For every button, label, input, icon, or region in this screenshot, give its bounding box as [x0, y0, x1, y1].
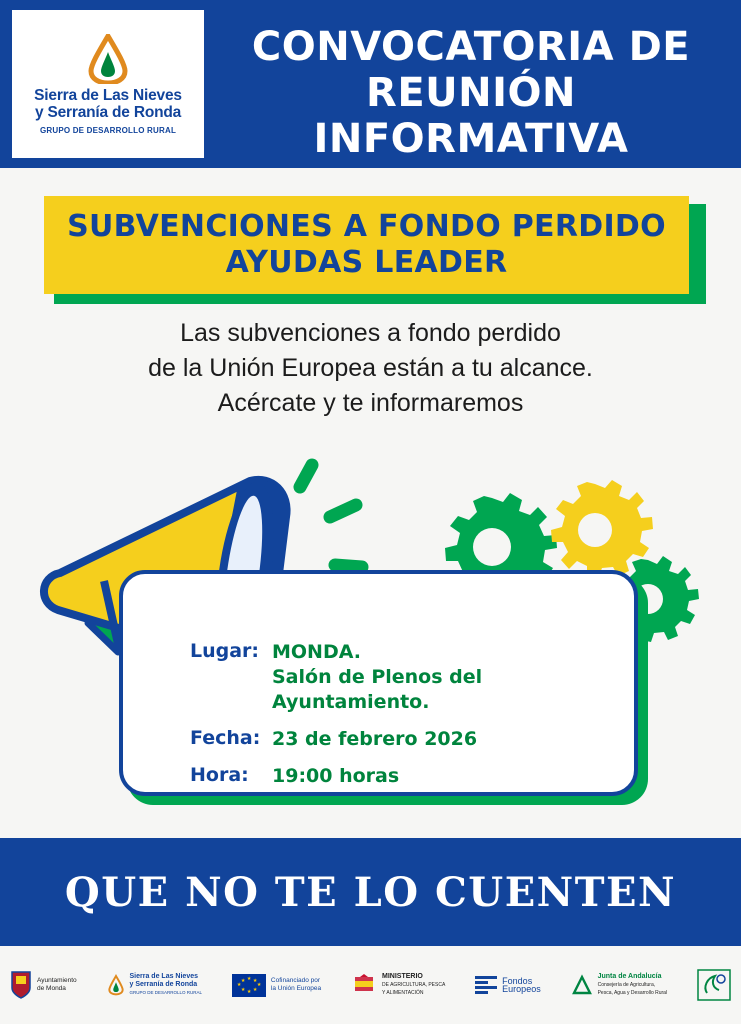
place-value	[272, 640, 630, 715]
date-value: 23 de febrero 2026	[272, 728, 478, 750]
intro-line-3: Acércate y te informaremos	[217, 389, 524, 417]
details-list	[190, 640, 630, 801]
detail-row-place	[190, 640, 630, 715]
poster-header	[0, 0, 741, 168]
banner-line-2: AYUDAS LEADER	[225, 245, 508, 280]
footer-logo-cofinanciado-ue	[232, 974, 321, 997]
footer-logo-cofinanciado-text	[271, 977, 321, 993]
footer-ministerio-line2: DE AGRICULTURA, PESCA	[382, 982, 446, 988]
page-title-line1: CONVOCATORIA DE	[251, 24, 691, 70]
intro-line-1: Las subvenciones a fondo perdido	[180, 319, 561, 347]
footer-logos	[0, 946, 741, 1024]
footer-logo-ministerio-text	[382, 973, 445, 997]
slogan-band	[0, 838, 741, 946]
footer-logo-fondos-europeos	[475, 976, 541, 994]
place-value-line1: MONDA.	[272, 641, 362, 663]
footer-logo-fondos-text	[502, 977, 541, 993]
footer-junta-line1: Junta de Andalucía	[597, 973, 662, 980]
subsidy-banner	[44, 196, 696, 298]
gdr-logo	[12, 10, 204, 158]
footer-logo-leader-feader	[697, 969, 731, 1001]
eu-flag-icon: ★ ★ ★ ★ ★ ★ ★ ★	[232, 974, 266, 997]
gdr-logo-name-line1: Sierra de Las Nieves	[34, 86, 182, 104]
footer-sierra-line2: y Serranía de Ronda	[129, 981, 198, 988]
spain-coat-of-arms-icon	[351, 973, 377, 997]
place-label: Lugar:	[190, 640, 260, 662]
gdr-logo-subtitle: GRUPO DE DESARROLLO RURAL	[39, 125, 177, 135]
place-value-line2: Salón de Plenos del Ayuntamiento.	[272, 666, 483, 713]
banner-line-1: SUBVENCIONES A FONDO PERDIDO	[67, 209, 666, 244]
fondos-bars-icon	[475, 976, 497, 994]
tree-logo-icon	[107, 974, 125, 996]
footer-ministerio-line1: MINISTERIO	[382, 973, 423, 980]
slogan-text: QUE NO TE LO CUENTEN	[64, 868, 677, 916]
footer-sierra-line3: GRUPO DE DESARROLLO RURAL	[129, 990, 203, 995]
leader-feader-icon	[697, 969, 731, 1001]
footer-logo-ayuntamiento-monda	[10, 970, 77, 1000]
banner-content	[44, 196, 689, 294]
footer-junta-line2: Consejería de Agricultura,	[597, 982, 656, 988]
footer-junta-line3: Pesca, Agua y Desarrollo Rural	[597, 990, 668, 996]
page-title	[212, 24, 730, 162]
footer-logo-ayuntamiento-text	[37, 977, 77, 993]
tree-logo-icon	[85, 34, 131, 84]
footer-ayuntamiento-line2: de Monda	[37, 985, 66, 992]
detail-row-date	[190, 727, 630, 752]
date-label: Fecha:	[190, 727, 261, 749]
footer-logo-junta-andalucia	[571, 973, 667, 997]
footer-logo-junta-text	[598, 973, 667, 997]
coat-of-arms-icon	[10, 970, 32, 1000]
footer-logo-sierra-nieves	[107, 973, 203, 997]
footer-ayuntamiento-line1: Ayuntamiento	[37, 977, 77, 984]
footer-cofinanciado-line2: la Unión Europea	[270, 985, 322, 992]
gdr-logo-name	[34, 87, 182, 121]
footer-logo-ministerio	[351, 973, 445, 997]
detail-row-time	[190, 764, 630, 789]
intro-line-2: de la Unión Europea están a tu alcance.	[148, 354, 593, 382]
time-label: Hora:	[190, 764, 249, 786]
footer-ministerio-line3: Y ALIMENTACIÓN	[382, 990, 424, 996]
junta-andalucia-icon	[571, 974, 593, 996]
gdr-logo-name-line2: y Serranía de Ronda	[34, 103, 182, 121]
footer-logo-sierra-text	[130, 973, 203, 997]
footer-sierra-line1: Sierra de Las Nieves	[129, 973, 199, 980]
footer-cofinanciado-line1: Cofinanciado por	[270, 977, 321, 984]
page-title-line2: REUNIÓN INFORMATIVA	[313, 70, 629, 162]
footer-fondos-line2: Europeos	[502, 984, 541, 994]
time-value: 19:00 horas	[272, 765, 400, 787]
footer-fondos-line1: Fondos	[502, 976, 533, 986]
intro-paragraph	[0, 316, 741, 421]
